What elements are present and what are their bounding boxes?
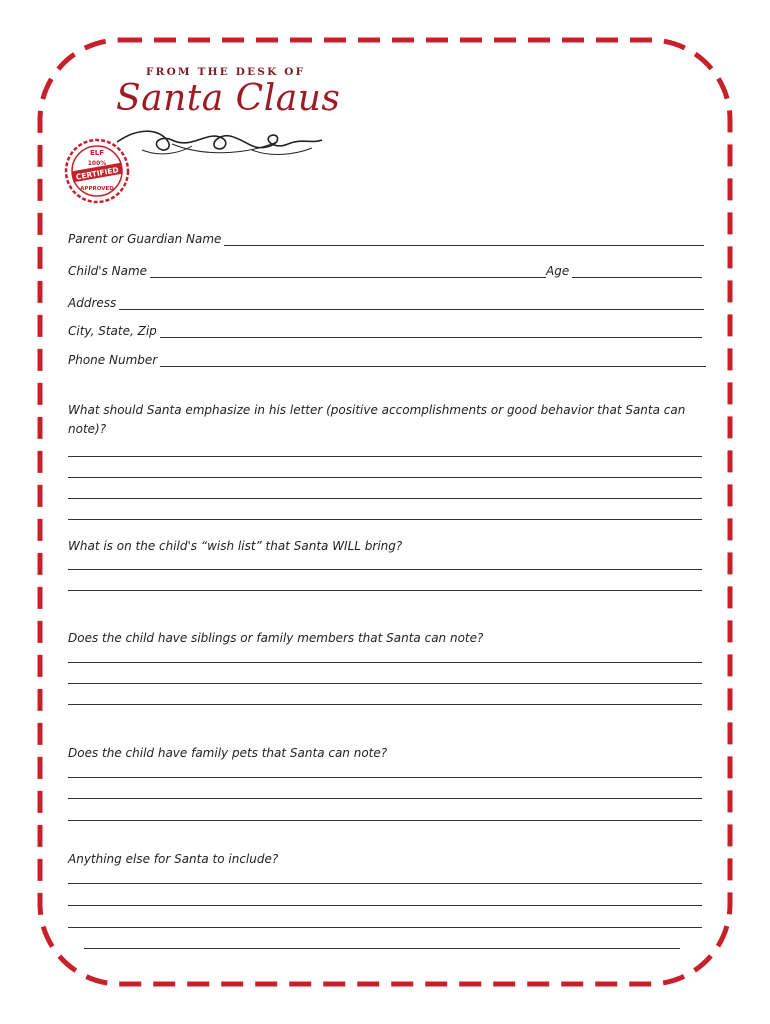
address-label: Address — [68, 296, 117, 310]
age-row — [546, 260, 702, 278]
from-the-desk-of: FROM THE DESK OF — [146, 66, 306, 78]
question-anything-else: Anything else for Santa to include? — [68, 852, 279, 866]
parent-guardian-row — [68, 228, 704, 246]
parent-guardian-label: Parent or Guardian Name — [68, 232, 222, 246]
emphasize-answer-line-3[interactable] — [68, 498, 702, 499]
question-siblings: Does the child have siblings or family members that Santa can note? — [68, 631, 484, 645]
seal-center-text: CERTIFIED — [75, 165, 120, 182]
age-input[interactable] — [572, 265, 702, 278]
childs-name-label: Child's Name — [68, 264, 148, 278]
anything-else-answer-line-4[interactable] — [84, 948, 680, 949]
question-wish-list: What is on the child's “wish list” that Santa WILL bring? — [68, 539, 403, 553]
question-pets: Does the child have family pets that Santa can note? — [68, 746, 388, 760]
seal-middle-text: 100% — [87, 160, 107, 167]
santa-letterhead — [112, 66, 341, 166]
address-input[interactable] — [119, 297, 704, 310]
santa-claus-title: Santa Claus — [116, 78, 341, 119]
emphasize-answer-line-1[interactable] — [68, 456, 702, 457]
age-label: Age — [546, 264, 570, 278]
siblings-answer-line-2[interactable] — [68, 683, 702, 684]
seal-top-text: ELF — [89, 149, 105, 157]
city-state-zip-label: City, State, Zip — [68, 324, 157, 338]
emphasize-answer-line-2[interactable] — [68, 477, 702, 478]
seal-bottom-text: APPROVED — [80, 186, 114, 192]
elf-certified-seal-icon — [64, 138, 130, 204]
siblings-answer-line-3[interactable] — [68, 704, 702, 705]
city-state-zip-input[interactable] — [160, 325, 702, 338]
city-state-zip-row — [68, 320, 702, 338]
pets-answer-line-3[interactable] — [68, 820, 702, 821]
siblings-answer-line-1[interactable] — [68, 662, 702, 663]
phone-row — [68, 349, 706, 367]
pets-answer-line-2[interactable] — [68, 798, 702, 799]
anything-else-answer-line-2[interactable] — [68, 905, 702, 906]
childs-name-input[interactable] — [150, 265, 546, 278]
pets-answer-line-1[interactable] — [68, 777, 702, 778]
wish-list-answer-line-1[interactable] — [68, 569, 702, 570]
childs-name-row — [68, 260, 546, 278]
parent-guardian-input[interactable] — [224, 233, 704, 246]
anything-else-answer-line-3[interactable] — [68, 927, 702, 928]
anything-else-answer-line-1[interactable] — [68, 883, 702, 884]
address-row — [68, 292, 704, 310]
emphasize-answer-line-4[interactable] — [68, 519, 702, 520]
phone-input[interactable] — [160, 354, 706, 367]
flourish-icon — [112, 122, 327, 162]
phone-label: Phone Number — [68, 353, 158, 367]
question-emphasize: What should Santa emphasize in his letter (positive accomplishments or good behavior that Santa can note)? — [68, 403, 686, 436]
wish-list-answer-line-2[interactable] — [68, 590, 702, 591]
